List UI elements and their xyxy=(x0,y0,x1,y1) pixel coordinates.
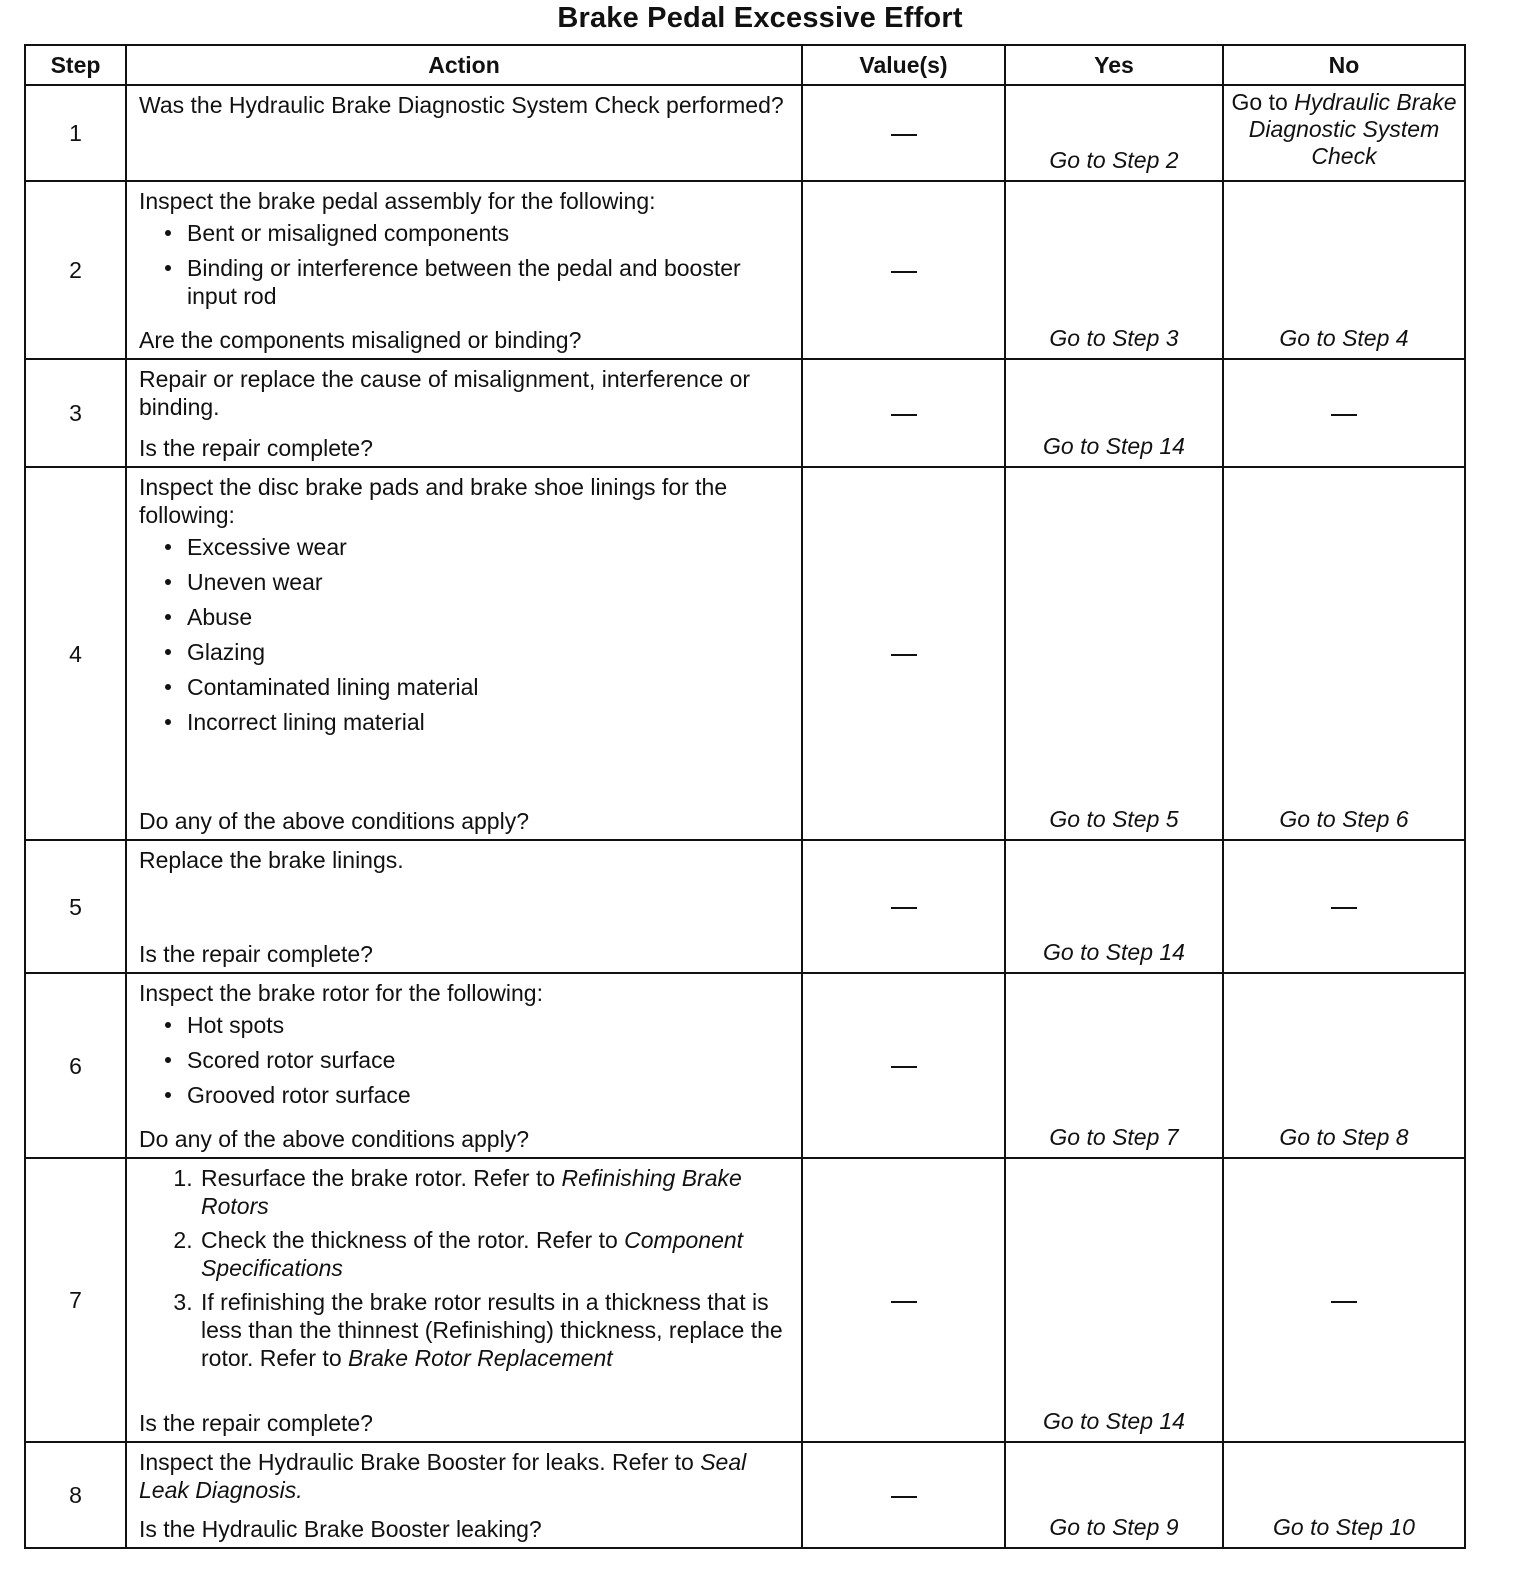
list-item: Uneven wear xyxy=(187,568,791,596)
no-cell xyxy=(1223,840,1465,973)
action-cell xyxy=(126,359,802,467)
yes-cell: Go to Step 2 xyxy=(1005,85,1223,181)
item-text: Resurface the brake rotor. Refer to xyxy=(201,1165,562,1191)
intro-text: Inspect the Hydraulic Brake Booster for leaks. Refer to xyxy=(139,1449,701,1475)
value-cell xyxy=(802,85,1005,181)
col-header-values: Value(s) xyxy=(802,45,1005,85)
page-title: Brake Pedal Excessive Effort xyxy=(557,2,963,34)
dash-mark xyxy=(891,1066,917,1068)
yes-cell: Go to Step 5 xyxy=(1005,467,1223,840)
col-header-step: Step xyxy=(25,45,126,85)
dash-mark xyxy=(891,654,917,656)
table-row xyxy=(25,840,1465,973)
action-question: Was the Hydraulic Brake Diagnostic System Check performed? xyxy=(139,92,784,118)
no-prefix: Go to xyxy=(1231,89,1295,115)
dash-mark xyxy=(891,1496,917,1498)
list-item: Excessive wear xyxy=(187,533,791,561)
step-number: 6 xyxy=(25,973,126,1158)
list-item xyxy=(199,1164,791,1220)
value-cell xyxy=(802,359,1005,467)
table-row xyxy=(25,359,1465,467)
list-item: Hot spots xyxy=(187,1011,791,1039)
action-intro: Inspect the brake rotor for the following: xyxy=(139,980,543,1006)
bullet-list xyxy=(139,1011,791,1116)
action-question: Is the repair complete? xyxy=(139,435,373,461)
value-cell xyxy=(802,181,1005,359)
step-number: 4 xyxy=(25,467,126,840)
list-item: Binding or interference between the pedal and booster input rod xyxy=(187,254,791,310)
item-text: If refinishing the brake rotor results in a thickness that is less than the thinnest (Refinishing) thickness, replace the rotor. Refer to xyxy=(201,1289,783,1371)
action-cell xyxy=(126,973,802,1158)
dash-mark xyxy=(891,907,917,909)
numbered-list xyxy=(139,1164,791,1378)
step-number: 3 xyxy=(25,359,126,467)
action-intro xyxy=(139,1448,791,1504)
no-cell xyxy=(1223,1158,1465,1442)
step-number: 7 xyxy=(25,1158,126,1442)
action-cell xyxy=(126,840,802,973)
col-header-no: No xyxy=(1223,45,1465,85)
dash-mark xyxy=(1331,907,1357,909)
yes-cell: Go to Step 3 xyxy=(1005,181,1223,359)
bullet-list xyxy=(139,219,791,317)
action-cell xyxy=(126,181,802,359)
dash-mark xyxy=(891,414,917,416)
list-item xyxy=(199,1226,791,1282)
table-row xyxy=(25,1158,1465,1442)
value-cell xyxy=(802,467,1005,840)
table-row xyxy=(25,1442,1465,1548)
action-question: Do any of the above conditions apply? xyxy=(139,808,529,834)
value-cell xyxy=(802,973,1005,1158)
diagnostic-table xyxy=(24,44,1466,1549)
header-row xyxy=(25,45,1465,85)
table-row xyxy=(25,467,1465,840)
value-cell xyxy=(802,840,1005,973)
action-cell xyxy=(126,467,802,840)
no-cell: Go to Step 6 xyxy=(1223,467,1465,840)
step-number: 1 xyxy=(25,85,126,181)
intro-reference: Seal Leak Diagnosis. xyxy=(139,1449,747,1503)
yes-cell: Go to Step 14 xyxy=(1005,840,1223,973)
list-item: Contaminated lining material xyxy=(187,673,791,701)
value-cell xyxy=(802,1442,1005,1548)
table-row xyxy=(25,181,1465,359)
yes-cell: Go to Step 14 xyxy=(1005,1158,1223,1442)
action-intro: Inspect the brake pedal assembly for the following: xyxy=(139,188,656,214)
no-reference: Hydraulic Brake Diagnostic System Check xyxy=(1248,89,1457,169)
list-item: Bent or misaligned components xyxy=(187,219,791,247)
no-cell xyxy=(1223,85,1465,181)
col-header-action: Action xyxy=(126,45,802,85)
list-item: Grooved rotor surface xyxy=(187,1081,791,1109)
action-question: Is the Hydraulic Brake Booster leaking? xyxy=(139,1516,542,1542)
item-reference: Refinishing Brake Rotors xyxy=(201,1165,742,1219)
step-number: 2 xyxy=(25,181,126,359)
no-cell: Go to Step 8 xyxy=(1223,973,1465,1158)
dash-mark xyxy=(891,271,917,273)
action-question: Are the components misaligned or binding? xyxy=(139,327,582,353)
col-header-yes: Yes xyxy=(1005,45,1223,85)
action-question: Do any of the above conditions apply? xyxy=(139,1126,529,1152)
list-item xyxy=(199,1288,791,1372)
action-question: Is the repair complete? xyxy=(139,941,373,967)
dash-mark xyxy=(891,1301,917,1303)
action-cell xyxy=(126,1442,802,1548)
list-item: Abuse xyxy=(187,603,791,631)
list-item: Glazing xyxy=(187,638,791,666)
item-text: Check the thickness of the rotor. Refer to xyxy=(201,1227,625,1253)
step-number: 5 xyxy=(25,840,126,973)
bullet-list xyxy=(139,533,791,743)
action-intro: Repair or replace the cause of misalignment, interference or binding. xyxy=(139,366,751,420)
list-item: Scored rotor surface xyxy=(187,1046,791,1074)
item-reference: Brake Rotor Replacement xyxy=(348,1345,613,1371)
action-intro: Inspect the disc brake pads and brake shoe linings for the following: xyxy=(139,474,728,528)
no-cell: Go to Step 10 xyxy=(1223,1442,1465,1548)
yes-cell: Go to Step 9 xyxy=(1005,1442,1223,1548)
list-item: Incorrect lining material xyxy=(187,708,791,736)
no-cell: Go to Step 4 xyxy=(1223,181,1465,359)
action-intro: Replace the brake linings. xyxy=(139,847,404,873)
value-cell xyxy=(802,1158,1005,1442)
table-row xyxy=(25,85,1465,181)
action-question: Is the repair complete? xyxy=(139,1410,373,1436)
yes-cell: Go to Step 14 xyxy=(1005,359,1223,467)
table-row xyxy=(25,973,1465,1158)
action-cell xyxy=(126,85,802,181)
yes-cell: Go to Step 7 xyxy=(1005,973,1223,1158)
action-cell xyxy=(126,1158,802,1442)
dash-mark xyxy=(891,134,917,136)
dash-mark xyxy=(1331,414,1357,416)
no-cell xyxy=(1223,359,1465,467)
dash-mark xyxy=(1331,1301,1357,1303)
step-number: 8 xyxy=(25,1442,126,1548)
item-reference: Component Specifications xyxy=(201,1227,744,1281)
